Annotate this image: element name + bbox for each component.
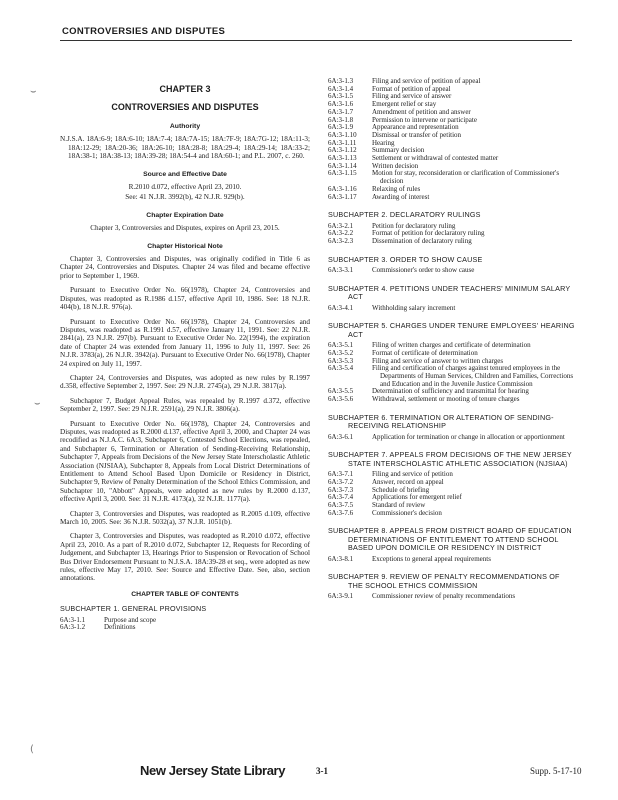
toc-entry-number: 6A:3-7.4: [328, 493, 354, 502]
toc-entry: [328, 396, 576, 404]
toc-entry-title: Application for termination or change in allocation or apportionment: [372, 432, 565, 441]
toc-entry-number: 6A:3-5.3: [328, 356, 354, 365]
toc-entry-number: 6A:3-2.1: [328, 221, 354, 230]
toc-entry-number: 6A:3-1.11: [328, 138, 357, 147]
toc-entry-title: Format of petition for declaratory ruling: [372, 229, 485, 238]
toc-entry-title: Schedule of briefing: [372, 485, 430, 494]
toc-entry-title: Exceptions to general appeal requirements: [372, 554, 491, 563]
toc-entry-number: 6A:3-2.3: [328, 237, 354, 246]
subchapter-heading: SUBCHAPTER 5. CHARGES UNDER TENURE EMPLOYEES' HEARING ACT: [328, 321, 575, 339]
toc-entry-title: Dismissal or transfer of petition: [372, 130, 462, 139]
subchapter-heading: SUBCHAPTER 7. APPEALS FROM DECISIONS OF THE NEW JERSEY STATE INTERSCHOLASTIC ATHLETIC ASSOCIATION (NJSIAA): [328, 450, 572, 468]
toc-entry: [328, 434, 576, 442]
right-column: [328, 78, 576, 601]
toc-entry-number: 6A:3-1.9: [328, 123, 354, 132]
toc-entry-number: 6A:3-5.2: [328, 348, 354, 357]
source-line-1: R.2010 d.072, effective April 23, 2010.: [128, 183, 242, 192]
toc-entry-title: Settlement or withdrawal of contested matter: [372, 154, 499, 163]
toc-entry: [328, 238, 576, 246]
toc-entry: [328, 132, 576, 140]
toc-entry-title: Petition for declaratory ruling: [372, 221, 456, 230]
subchapter-heading: SUBCHAPTER 1. GENERAL PROVISIONS: [60, 604, 207, 614]
toc-entry-number: 6A:3-1.17: [328, 192, 357, 201]
toc-entry: [328, 593, 576, 601]
toc-entry: [328, 510, 576, 518]
running-header: CONTROVERSIES AND DISPUTES: [62, 26, 226, 37]
toc-entry-title: Definitions: [104, 623, 136, 632]
toc-entry: [328, 93, 576, 101]
toc-entry-title: Appearance and representation: [372, 123, 459, 132]
toc-entry-number: 6A:3-1.1: [60, 615, 86, 624]
toc-entry-number: 6A:3-3.1: [328, 266, 354, 275]
toc-entry-number: 6A:3-1.15: [328, 169, 357, 178]
toc-entry-number: 6A:3-1.6: [328, 100, 354, 109]
toc-entry-title: Standard of review: [372, 500, 426, 509]
history-paragraph: Pursuant to Executive Order No. 66(1978), Chapter 24, Controversies and Disputes, was readopted as R.1991 d.57, effective January 11, 1991. See: 22 N.J.R. 2841(a), 23 N.J.R. 297(b). Pursuant to Executive Order No. 22(1994), the expiration date of Chapter 24 was extended from January 11, 1996 to July 11, 1997. See: 26 N.J.R. 3783(a), 26 N.J.R. 3942(a). Pursuant to Executive Order No. 66(1978), Chapter 24 expired on July 11, 1997.: [60, 317, 310, 368]
authority-text: N.J.S.A. 18A:6-9; 18A:6-10; 18A:7-4; 18A:7A-15; 18A:7F-9; 18A:7G-12; 18A:11-3; 18A:12-29; 18A:20-36; 18A:26-10; 18A:28-8; 18A:29-4; 18A:29-14; 18A:33-2; 18A:38-1; 18A:38-13; 18A:39-28; 18A:54-4 and 18A:60-1; and P.L. 2007, c. 260.: [60, 135, 310, 161]
toc-entry: [328, 502, 576, 510]
toc-entry-number: 6A:3-7.2: [328, 477, 354, 486]
toc-entry-title: Relaxing of rules: [372, 184, 421, 193]
toc-entry-title: Hearing: [372, 138, 395, 147]
toc-entry-title: Motion for stay, reconsideration or clarification of Commissioner's decision: [372, 169, 560, 186]
toc-entry: [328, 365, 576, 388]
toc-entry-number: 6A:3-1.5: [328, 92, 354, 101]
toc-entry-number: 6A:3-8.1: [328, 554, 354, 563]
toc-heading: CHAPTER TABLE OF CONTENTS: [131, 590, 239, 598]
toc-entry: [328, 86, 576, 94]
toc-entry-number: 6A:3-9.1: [328, 592, 354, 601]
history-paragraph: Pursuant to Executive Order No. 66(1978), Chapter 24, Controversies and Disputes, was readopted as R.1986 d.157, effective April 10, 1986. See: 18 N.J.R. 404(b), 18 N.J.R. 976(a).: [60, 286, 310, 312]
toc-entry-title: Awarding of interest: [372, 192, 430, 201]
toc-entry-number: 6A:3-7.1: [328, 470, 354, 479]
toc-entry-title: Dissemination of declaratory ruling: [372, 237, 472, 246]
toc-entry-title: Commissioner's decision: [372, 508, 442, 517]
subchapter-heading: SUBCHAPTER 6. TERMINATION OR ALTERATION OF SENDING-RECEIVING RELATIONSHIP: [328, 412, 554, 431]
toc-entry-title: Written decision: [372, 161, 419, 170]
toc-entry-title: Filing of written charges and certificate of determination: [372, 341, 531, 350]
toc-entry-title: Commissioner review of penalty recommendations: [372, 592, 516, 601]
toc-entry-title: Filing and service of answer to written charges: [372, 356, 504, 365]
toc-entry: [328, 78, 576, 86]
toc-entry: [328, 186, 576, 194]
toc-entry-number: 6A:3-4.1: [328, 303, 354, 312]
toc-entry-title: Commissioner's order to show cause: [372, 266, 475, 275]
toc-entry: [328, 170, 576, 185]
toc-entry-number: 6A:3-6.1: [328, 432, 354, 441]
toc-entry: [328, 556, 576, 564]
toc-entry-number: 6A:3-7.3: [328, 485, 354, 494]
supplement-date: Supp. 5-17-10: [530, 766, 582, 776]
page-number: 3-1: [316, 766, 328, 776]
toc-entry-number: 6A:3-5.5: [328, 387, 354, 396]
margin-mark: (: [30, 744, 34, 755]
history-heading: Chapter Historical Note: [147, 242, 223, 250]
toc-entry: [60, 617, 310, 625]
toc-entry: [328, 155, 576, 163]
subchapter-heading: SUBCHAPTER 9. REVIEW OF PENALTY RECOMMENDATIONS OF THE SCHOOL ETHICS COMMISSION: [328, 572, 560, 590]
toc-entry-number: 6A:3-2.2: [328, 229, 354, 238]
toc-entry-title: Permission to intervene or participate: [372, 115, 477, 124]
toc-entry-number: 6A:3-1.8: [328, 115, 354, 124]
toc-entry-number: 6A:3-1.13: [328, 154, 357, 163]
toc-right: [328, 78, 576, 601]
history-paragraph: Chapter 3, Controversies and Disputes, was readopted as R.2010 d.072, effective April 23, 2010. As a part of R.2010 d.072, Subchapter 12, Requests for Recording of Judgement, and Subchapter 13, Hearings Prior to Suspension or Revocation of School Bus Driver Endorsement Pursuant to N.J.S.A. 18A:39-28 et seq., were adopted as new rules, effective May 17, 2010. See: Source and Effective Date. See, also, section annotations.: [60, 532, 310, 583]
toc-entry-number: 6A:3-7.6: [328, 508, 354, 517]
left-column: [60, 78, 310, 632]
toc-entry: [60, 624, 310, 632]
toc-entry-number: 6A:3-1.16: [328, 184, 357, 193]
toc-entry: [328, 471, 576, 479]
history-paragraph: Chapter 24, Controversies and Disputes, was adopted as new rules by R.1997 d.358, effective September 2, 1997. See: 29 N.J.R. 2745(a), 29 N.J.R. 3817(a).: [60, 373, 310, 391]
toc-entry: [328, 479, 576, 487]
header-rule: [60, 40, 572, 41]
expiration-heading: Chapter Expiration Date: [146, 211, 224, 219]
toc-entry: [328, 494, 576, 502]
toc-entry-title: Determination of sufficiency and transmittal for hearing: [372, 387, 529, 396]
source-heading: Source and Effective Date: [143, 170, 227, 178]
subchapter-heading: SUBCHAPTER 3. ORDER TO SHOW CAUSE: [328, 254, 483, 264]
subchapter-heading: SUBCHAPTER 2. DECLARATORY RULINGS: [328, 210, 481, 220]
toc-entry-number: 6A:3-1.7: [328, 107, 354, 116]
library-logo: New Jersey State Library: [140, 763, 286, 778]
toc-entry-title: Purpose and scope: [104, 615, 157, 624]
toc-entry-number: 6A:3-1.14: [328, 161, 357, 170]
toc-entry-title: Filing and service of answer: [372, 92, 452, 101]
authority-heading: Authority: [169, 123, 201, 130]
toc-entry: [328, 140, 576, 148]
toc-entry: [328, 194, 576, 202]
toc-entry-number: 6A:3-1.12: [328, 146, 357, 155]
toc-entry: [328, 267, 576, 275]
toc-entry-number: 6A:3-1.2: [60, 623, 86, 632]
toc-entry-title: Filing and service of petition of appeal: [372, 77, 481, 85]
history-paragraph: Pursuant to Executive Order No. 66(1978), Chapter 24, Controversies and Disputes, was readopted as R.2000 d.137, effective April 3, 2000, and Chapter 24 was recodified as N.J.A.C. 6A:3, Subchapter 6, Contested School Elections, was repealed, and Subchapter 6, Termination or Alteration of Sending-Receiving Relationship, Subchapter 7, Appeals from Decisions of the New Jersey State Interscholastic Athletic Association (NJSIAA), Subchapter 8, Appeals from Local District Determinations of Entitlement to Attend School Based Upon Domicile or Residency in District, Subchapter 9, Review of Penalty Determination of the School Ethics Commission, and Subchapter 10, "Abbott" Appeals, were adopted as new rules by R.2000 d.137, effective April 3, 2000. See: 31 N.J.R. 4173(a), 32 N.J.R. 1177(a).: [60, 419, 310, 504]
history-paragraph: Subchapter 7, Budget Appeal Rules, was repealed by R.1997 d.372, effective September 2, 1997. See: 29 N.J.R. 2591(a), 29 N.J.R. 3806(a).: [60, 396, 310, 414]
subchapter-heading: SUBCHAPTER 8. APPEALS FROM DISTRICT BOARD OF EDUCATION DETERMINATIONS OF ENTITLEMENT TO ATTEND SCHOOL BASED UPON DOMICILE OR RESIDENCY IN DISTRICT: [328, 526, 572, 553]
toc-entry-title: Answer, record on appeal: [372, 477, 444, 486]
history-paragraph: Chapter 3, Controversies and Disputes, was readopted as R.2005 d.109, effective March 10, 2005. See: 36 N.J.R. 5032(a), 37 N.J.R. 1051(b).: [60, 509, 310, 527]
toc-entry-number: 6A:3-1.4: [328, 84, 354, 93]
toc-entry-title: Applications for emergent relief: [372, 493, 462, 502]
expiration-text: Chapter 3, Controversies and Disputes, expires on April 23, 2015.: [90, 224, 280, 233]
toc-entry-number: 6A:3-5.1: [328, 341, 354, 350]
toc-entry-number: 6A:3-7.5: [328, 500, 354, 509]
toc-entry-title: Summary decision: [372, 146, 425, 155]
toc-entry-title: Filing and certification of charges against tenured employees in the Departments of Human Services, Children and Families, Corrections and Education and in the Juvenile Justice Commission: [372, 364, 574, 388]
margin-mark: ⌣: [34, 398, 41, 409]
toc-entry-title: Emergent relief or stay: [372, 100, 437, 109]
toc-entry-title: Withholding salary increment: [372, 303, 456, 312]
history-paragraph: Chapter 3, Controversies and Disputes, was originally codified in Title 6 as Chapter 24, Controversies and Disputes. Chapter 24 was filed and became effective prior to September 1, 1969.: [60, 255, 310, 280]
toc-entry-number: 6A:3-5.6: [328, 395, 354, 404]
toc-left: [60, 605, 310, 632]
subchapter-heading: SUBCHAPTER 4. PETITIONS UNDER TEACHERS' MINIMUM SALARY ACT: [328, 283, 571, 302]
toc-entry-title: Amendment of petition and answer: [372, 107, 471, 116]
toc-entry: [328, 305, 576, 313]
toc-entry-number: 6A:3-5.4: [328, 364, 354, 373]
toc-entry-title: Format of certificate of determination: [372, 348, 478, 357]
chapter-number: CHAPTER 3: [159, 84, 211, 94]
toc-entry-title: Withdrawal, settlement or mooting of tenure charges: [372, 395, 520, 404]
chapter-title: CONTROVERSIES AND DISPUTES: [111, 102, 259, 112]
toc-entry-title: Format of petition of appeal: [372, 84, 451, 93]
toc-entry-number: 6A:3-1.10: [328, 130, 357, 139]
toc-entry-title: Filing and service of petition: [372, 470, 453, 479]
margin-mark: ⌣: [30, 86, 37, 97]
source-line-2: See: 41 N.J.R. 3992(b), 42 N.J.R. 929(b).: [125, 193, 245, 202]
toc-entry-number: 6A:3-1.3: [328, 77, 354, 85]
